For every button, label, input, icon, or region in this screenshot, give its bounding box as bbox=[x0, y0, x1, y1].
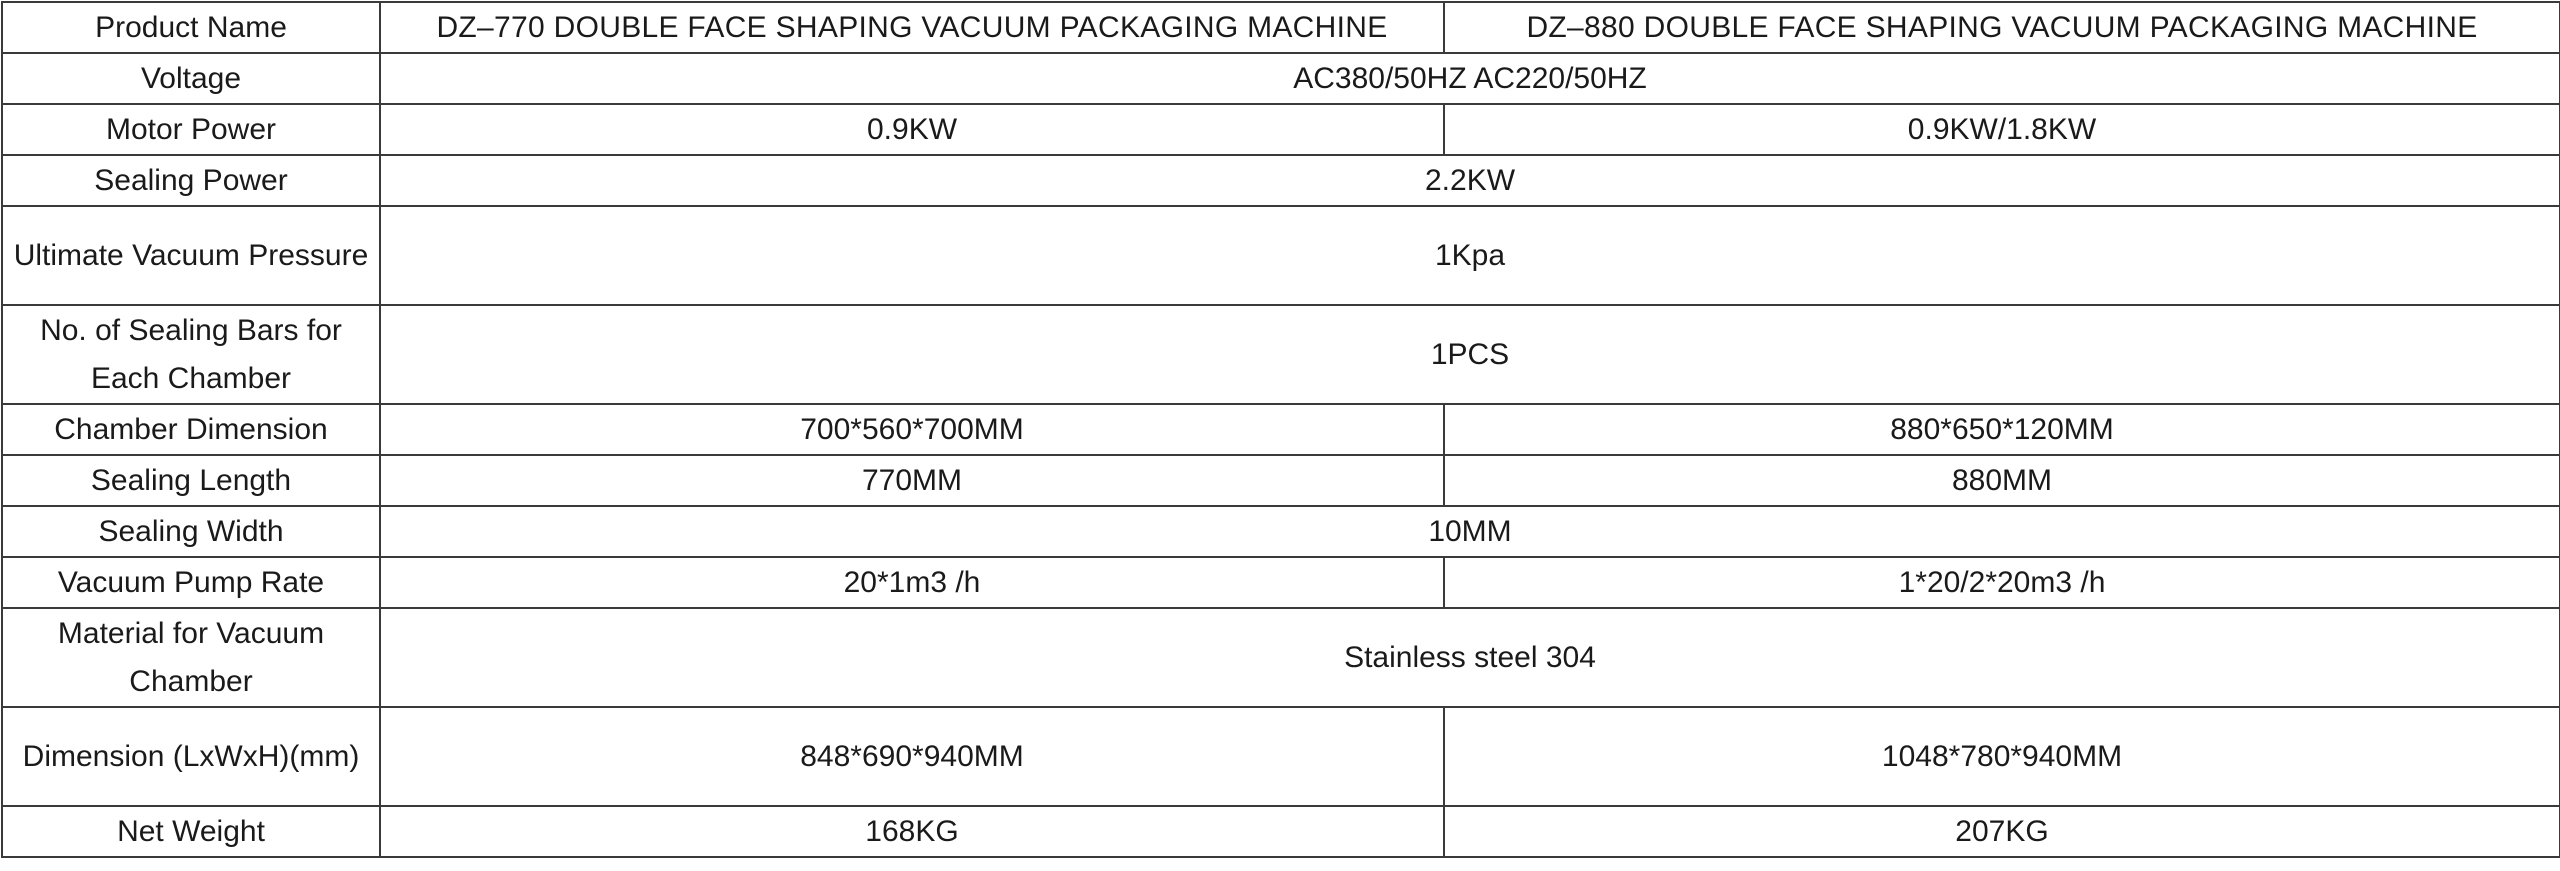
model-dz770: DZ–770 DOUBLE FACE SHAPING VACUUM PACKAGING MACHINE bbox=[380, 2, 1444, 53]
row-value-dz770: 20*1m3 /h bbox=[380, 557, 1444, 608]
row-value: Stainless steel 304 bbox=[380, 608, 2560, 707]
row-value-dz770: 168KG bbox=[380, 806, 1444, 857]
row-value: 1Kpa bbox=[380, 206, 2560, 305]
row-label: Vacuum Pump Rate bbox=[2, 557, 380, 608]
header-label: Product Name bbox=[2, 2, 380, 53]
header-row bbox=[2, 2, 2560, 53]
row-voltage bbox=[2, 53, 2560, 104]
row-label: Voltage bbox=[2, 53, 380, 104]
row-dimension bbox=[2, 707, 2560, 806]
row-label: Chamber Dimension bbox=[2, 404, 380, 455]
row-sealing-power bbox=[2, 155, 2560, 206]
row-label: No. of Sealing Bars for Each Chamber bbox=[2, 305, 380, 404]
row-value-dz880: 207KG bbox=[1444, 806, 2560, 857]
spec-table bbox=[1, 1, 2560, 858]
row-value-dz880: 880MM bbox=[1444, 455, 2560, 506]
row-label: Dimension (LxWxH)(mm) bbox=[2, 707, 380, 806]
row-label: Sealing Power bbox=[2, 155, 380, 206]
row-ultimate-vacuum-pressure bbox=[2, 206, 2560, 305]
model-dz880: DZ–880 DOUBLE FACE SHAPING VACUUM PACKAGING MACHINE bbox=[1444, 2, 2560, 53]
row-chamber-material bbox=[2, 608, 2560, 707]
row-net-weight bbox=[2, 806, 2560, 857]
row-sealing-width bbox=[2, 506, 2560, 557]
row-value-dz770: 770MM bbox=[380, 455, 1444, 506]
row-label: Sealing Width bbox=[2, 506, 380, 557]
row-label: Material for Vacuum Chamber bbox=[2, 608, 380, 707]
row-value-dz770: 0.9KW bbox=[380, 104, 1444, 155]
row-sealing-length bbox=[2, 455, 2560, 506]
row-sealing-bars bbox=[2, 305, 2560, 404]
row-label: Net Weight bbox=[2, 806, 380, 857]
row-value-dz880: 0.9KW/1.8KW bbox=[1444, 104, 2560, 155]
row-label: Sealing Length bbox=[2, 455, 380, 506]
row-value-dz880: 880*650*120MM bbox=[1444, 404, 2560, 455]
row-value-dz770: 848*690*940MM bbox=[380, 707, 1444, 806]
row-label: Motor Power bbox=[2, 104, 380, 155]
row-value: 10MM bbox=[380, 506, 2560, 557]
row-value: AC380/50HZ AC220/50HZ bbox=[380, 53, 2560, 104]
row-chamber-dimension bbox=[2, 404, 2560, 455]
row-value-dz880: 1*20/2*20m3 /h bbox=[1444, 557, 2560, 608]
row-vacuum-pump-rate bbox=[2, 557, 2560, 608]
row-motor-power bbox=[2, 104, 2560, 155]
row-value-dz770: 700*560*700MM bbox=[380, 404, 1444, 455]
row-label: Ultimate Vacuum Pressure bbox=[2, 206, 380, 305]
row-value-dz880: 1048*780*940MM bbox=[1444, 707, 2560, 806]
row-value: 1PCS bbox=[380, 305, 2560, 404]
row-value: 2.2KW bbox=[380, 155, 2560, 206]
